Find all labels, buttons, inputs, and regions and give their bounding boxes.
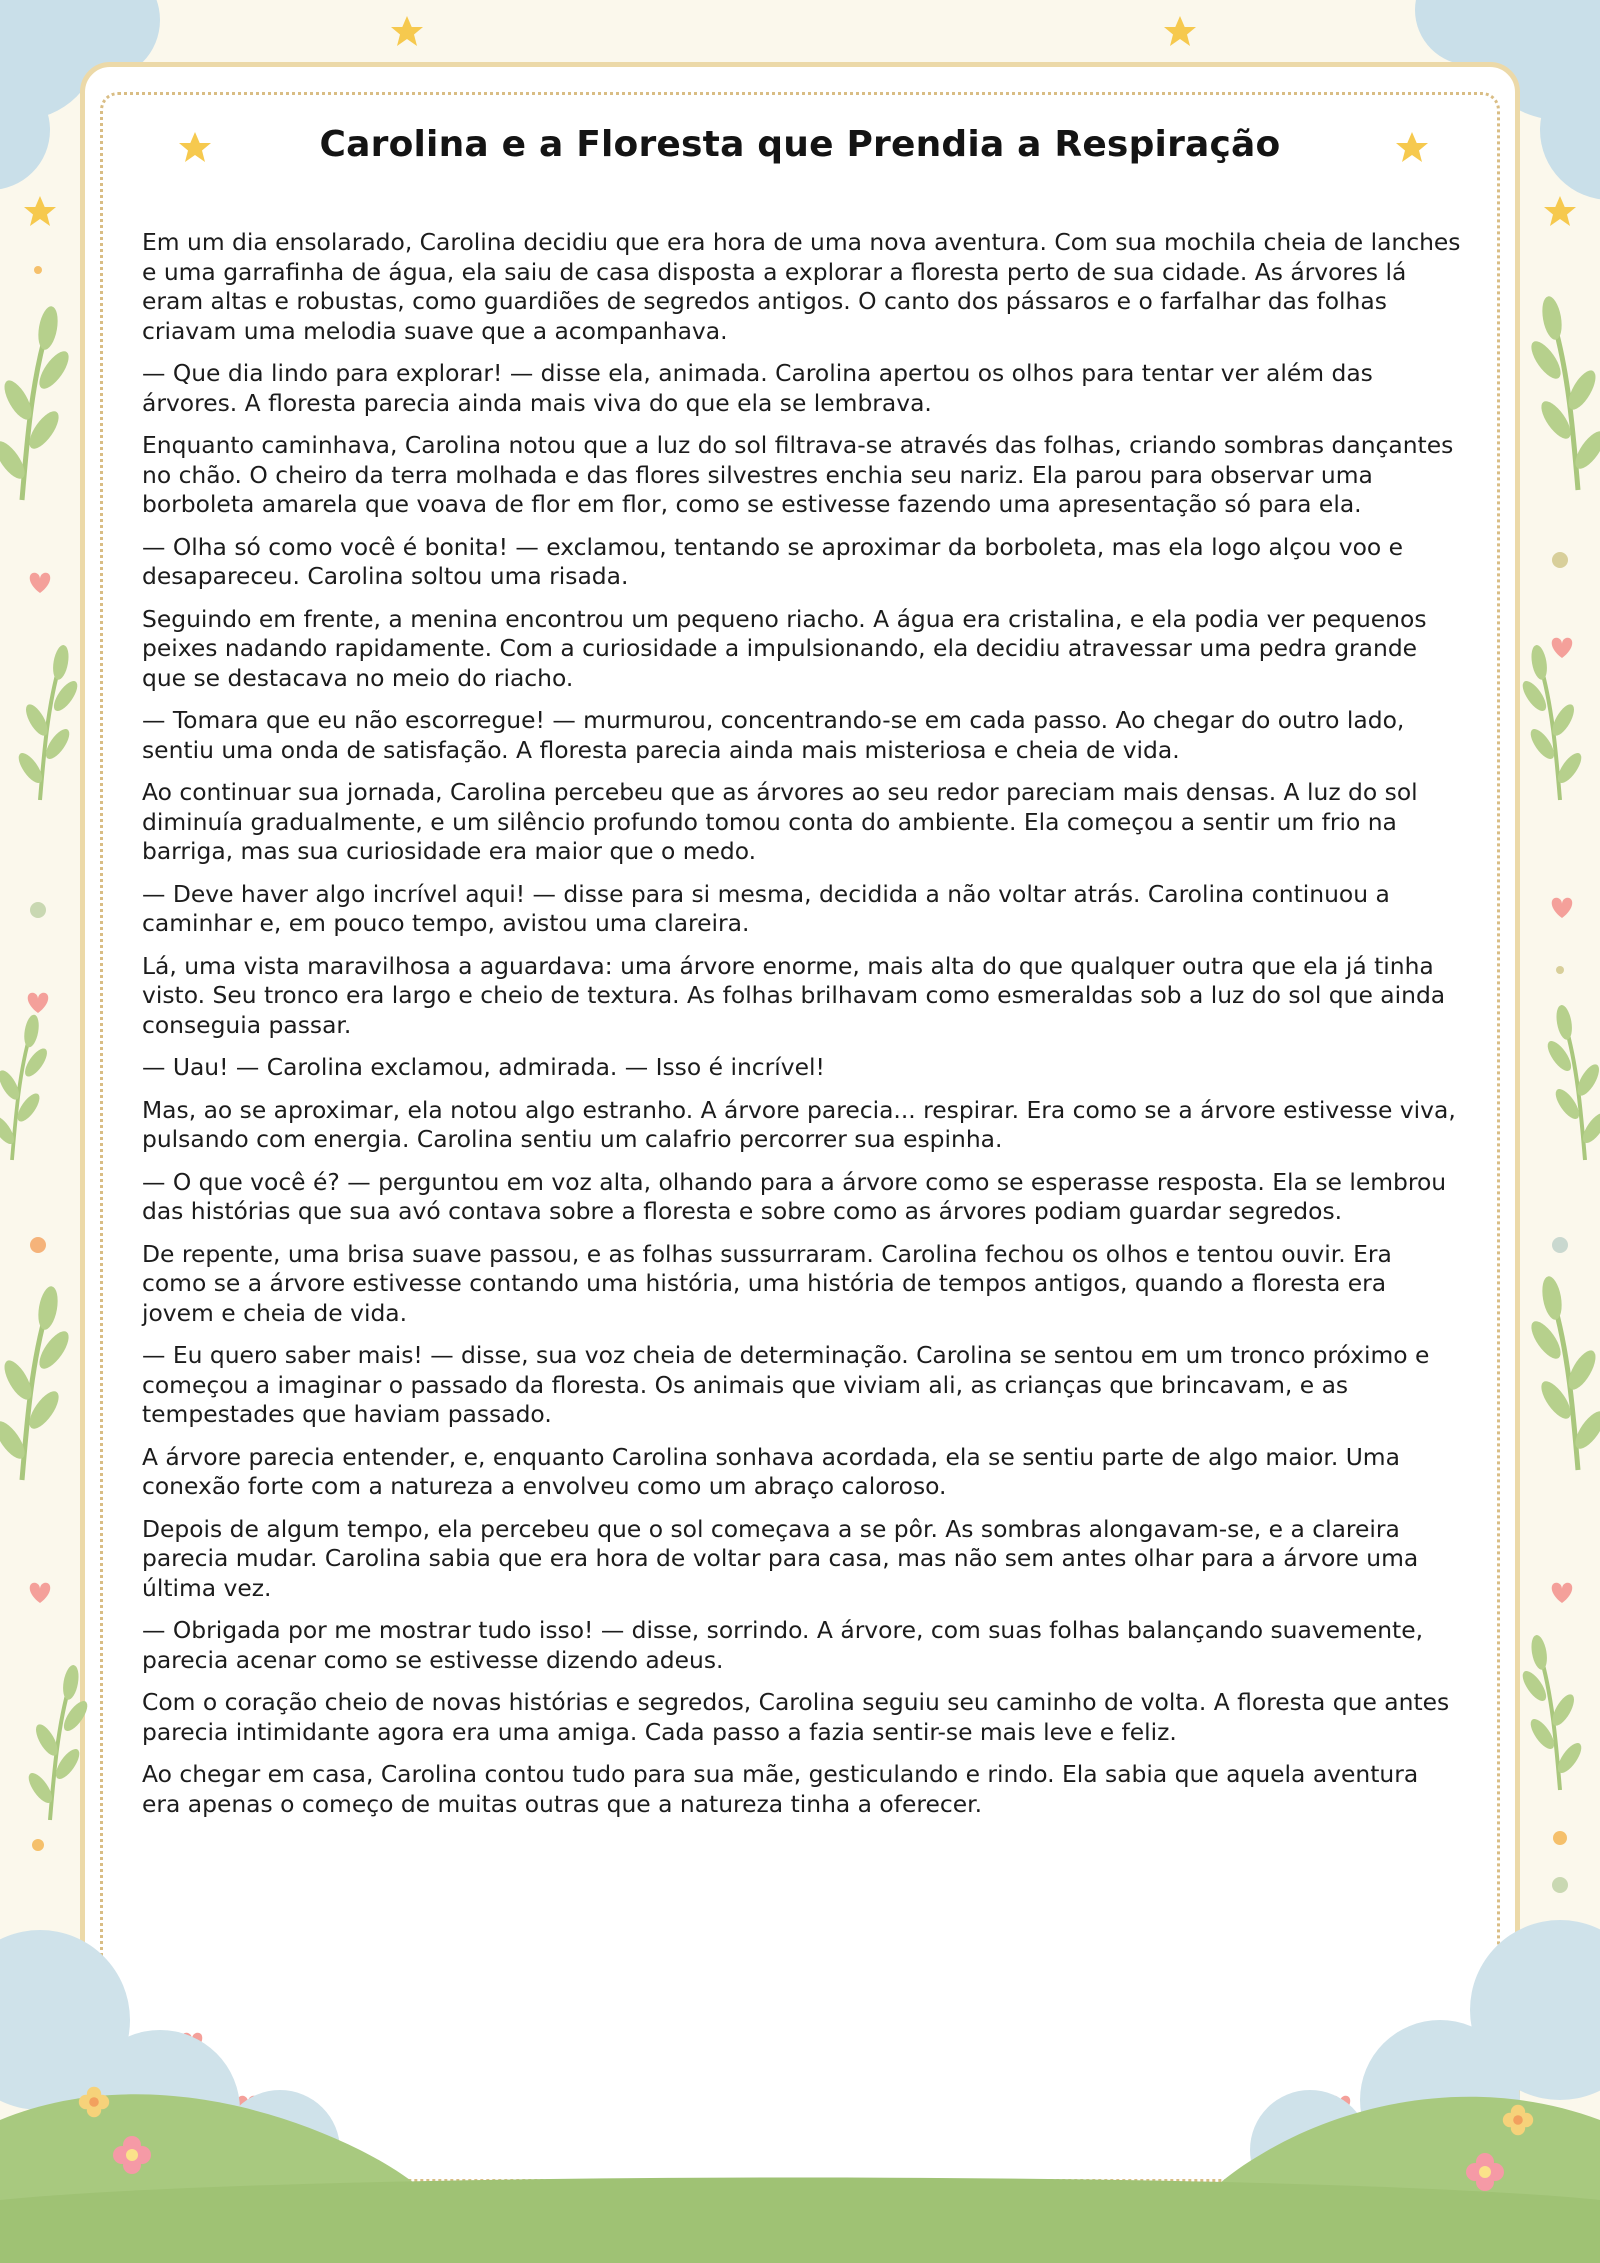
- story-paragraph: A árvore parecia entender, e, enquanto Carolina sonhava acordada, ela se sentiu parte de algo maior. Uma conexão forte com a natureza a envolveu como um abraço caloroso.: [142, 1442, 1400, 1500]
- page-title: Carolina e a Floresta que Prendia a Respiração: [319, 124, 1281, 165]
- story-paragraph: — Uau! — Carolina exclamou, admirada. — Isso é incrível!: [142, 1053, 825, 1081]
- story-paragraph: Seguindo em frente, a menina encontrou um pequeno riacho. A água era cristalina, e ela podia ver pequenos peixes nadando rapidamente. Com a curiosidade a impulsionando, ela decidiu atravessar uma pedra grande que se destacava no meio do riacho.: [142, 604, 1427, 692]
- story-paragraph: — O que você é? — perguntou em voz alta, olhando para a árvore como se esperasse resposta. Ela se lembrou das histórias que sua avó contava sobre a floresta e sobre como as árvores podiam guardar segredos.: [142, 1167, 1447, 1225]
- story-paragraph: Mas, ao se aproximar, ela notou algo estranho. A árvore parecia... respirar. Era como se a árvore estivesse viva, pulsando com energia. Carolina sentiu um calafrio percorrer sua espinha.: [142, 1095, 1456, 1153]
- story-paragraph: Ao continuar sua jornada, Carolina percebeu que as árvores ao seu redor pareciam mais densas. A luz do sol diminuía gradualmente, e um silêncio profundo tomou conta do ambiente. Ela começou a sentir um frio na barriga, mas sua curiosidade era maior que o medo.: [142, 778, 1418, 865]
- story-paragraph: Com o coração cheio de novas histórias e segredos, Carolina seguiu seu caminho de volta. A floresta que antes parecia intimidante agora era uma amiga. Cada passo a fazia sentir-se mais leve e feliz.: [142, 1688, 1450, 1746]
- story-paragraph: Lá, uma vista maravilhosa a aguardava: uma árvore enorme, mais alta do que qualquer outra que ela já tinha visto. Seu tronco era largo e cheio de textura. As folhas brilhavam como esmeraldas sob a luz do sol que ainda conseguia passar.: [142, 951, 1446, 1039]
- story-paragraph: — Deve haver algo incrível aqui! — disse para si mesma, decidida a não voltar atrás. Carolina continuou a caminhar e, em pouco tempo, avistou uma clareira.: [142, 879, 1390, 937]
- story-paragraph: — Tomara que eu não escorregue! — murmurou, concentrando-se em cada passo. Ao chegar do outro lado, sentiu uma onda de satisfação. A floresta parecia ainda mais misteriosa e cheia de vida.: [142, 706, 1405, 764]
- story-paragraph: Ao chegar em casa, Carolina contou tudo para sua mãe, gesticulando e rindo. Ela sabia que aquela aventura era apenas o começo de muitas outras que a natureza tinha a oferecer.: [142, 1760, 1419, 1818]
- story-paragraph: Enquanto caminhava, Carolina notou que a luz do sol filtrava-se através das folhas, criando sombras dançantes no chão. O cheiro da terra molhada e das flores silvestres enchia seu nariz. Ela parou para observar uma borboleta amarela que voava de flor em flor, como se estivesse fazendo uma apresentação só para ela.: [142, 431, 1454, 518]
- story-paragraph: — Eu quero saber mais! — disse, sua voz cheia de determinação. Carolina se sentou em um tronco próximo e começou a imaginar o passado da floresta. Os animais que viviam ali, as crianças que brincavam, e as tempestades que haviam passado.: [142, 1341, 1430, 1428]
- story-paragraph: Depois de algum tempo, ela percebeu que o sol começava a se pôr. As sombras alongavam-se, e a clareira parecia mudar. Carolina sabia que era hora de voltar para casa, mas não sem antes olhar para a árvore uma última vez.: [142, 1514, 1419, 1602]
- story-paragraph: — Olha só como você é bonita! — exclamou, tentando se aproximar da borboleta, mas ela logo alçou voo e desapareceu. Carolina soltou uma risada.: [142, 532, 1404, 590]
- story-paragraph: — Obrigada por me mostrar tudo isso! — disse, sorrindo. A árvore, com suas folhas balançando suavemente, parecia acenar como se estivesse dizendo adeus.: [142, 1616, 1424, 1674]
- story-paragraph: De repente, uma brisa suave passou, e as folhas sussurraram. Carolina fechou os olhos e tentou ouvir. Era como se a árvore estivesse contando uma história, uma história de tempos antigos, quando a floresta era jovem e cheia de vida.: [142, 1239, 1392, 1327]
- story-body: [142, 228, 1462, 1832]
- story-paragraph: Em um dia ensolarado, Carolina decidiu que era hora de uma nova aventura. Com sua mochila cheia de lanches e uma garrafinha de água, ela saiu de casa disposta a explorar a floresta perto de sua cidade. As árvores lá eram altas e robustas, como guardiões de segredos antigos. O canto dos pássaros e o farfalhar das folhas criavam uma melodia suave que a acompanhava.: [142, 228, 1461, 345]
- story-paragraph: — Que dia lindo para explorar! — disse ela, animada. Carolina apertou os olhos para tentar ver além das árvores. A floresta parecia ainda mais viva do que ela se lembrava.: [142, 359, 1373, 417]
